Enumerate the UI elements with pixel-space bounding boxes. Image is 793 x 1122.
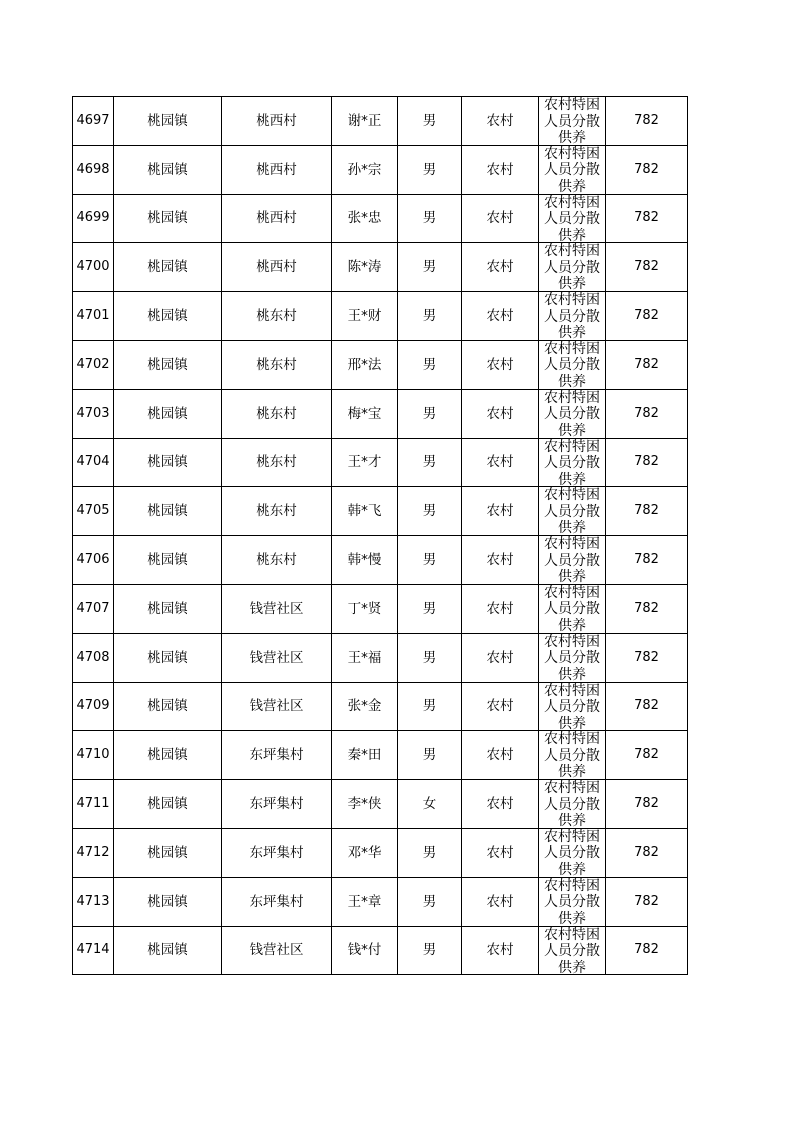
village-cell: 桃东村 <box>222 389 332 438</box>
record-id-cell: 4708 <box>73 633 114 682</box>
support-type-line: 供养 <box>558 861 586 876</box>
support-type-line: 人员分散 <box>544 455 600 472</box>
village-cell: 桃东村 <box>222 438 332 487</box>
area-type-cell: 农村 <box>462 828 539 877</box>
support-type-line: 供养 <box>558 276 586 291</box>
support-type-line: 供养 <box>558 422 586 437</box>
support-type-text <box>539 780 605 827</box>
amount-cell: 782 <box>606 633 688 682</box>
record-id-cell: 4702 <box>73 340 114 389</box>
support-type-cell <box>539 438 606 487</box>
support-type-line: 农村特困 <box>544 243 600 260</box>
record-id-cell: 4707 <box>73 584 114 633</box>
support-type-line: 农村特困 <box>544 389 600 406</box>
support-type-line: 供养 <box>558 178 586 193</box>
town-cell: 桃园镇 <box>114 633 222 682</box>
town-cell: 桃园镇 <box>114 584 222 633</box>
support-type-text <box>539 634 605 681</box>
support-type-text <box>539 683 605 730</box>
support-type-line: 农村特困 <box>544 828 600 845</box>
village-cell: 东坪集村 <box>222 780 332 829</box>
area-type-cell: 农村 <box>462 438 539 487</box>
table-row <box>73 731 688 780</box>
gender-cell: 男 <box>398 389 462 438</box>
support-type-text <box>539 829 605 876</box>
table-body <box>73 97 688 975</box>
village-cell: 桃西村 <box>222 243 332 292</box>
support-type-line: 供养 <box>558 910 586 925</box>
record-id-cell: 4699 <box>73 194 114 243</box>
gender-cell: 男 <box>398 536 462 585</box>
gender-cell: 男 <box>398 97 462 146</box>
village-cell: 钱营社区 <box>222 633 332 682</box>
support-type-cell <box>539 633 606 682</box>
town-cell: 桃园镇 <box>114 97 222 146</box>
gender-cell: 女 <box>398 780 462 829</box>
person-name-cell: 韩*慢 <box>332 536 398 585</box>
support-type-line: 农村特困 <box>544 682 600 699</box>
table-row <box>73 536 688 585</box>
area-type-cell: 农村 <box>462 292 539 341</box>
support-type-text <box>539 585 605 632</box>
support-type-line: 供养 <box>558 373 586 388</box>
support-type-text <box>539 536 605 583</box>
support-type-line: 农村特困 <box>544 145 600 162</box>
support-type-cell <box>539 536 606 585</box>
support-type-line: 农村特困 <box>544 780 600 797</box>
village-cell: 东坪集村 <box>222 731 332 780</box>
support-type-text <box>539 195 605 242</box>
gender-cell: 男 <box>398 682 462 731</box>
table-row <box>73 389 688 438</box>
support-type-line: 人员分散 <box>544 259 600 276</box>
person-name-cell: 王*才 <box>332 438 398 487</box>
person-name-cell: 邓*华 <box>332 828 398 877</box>
table-row <box>73 340 688 389</box>
village-cell: 钱营社区 <box>222 926 332 975</box>
amount-cell: 782 <box>606 97 688 146</box>
person-name-cell: 王*福 <box>332 633 398 682</box>
area-type-cell: 农村 <box>462 243 539 292</box>
support-type-text <box>539 390 605 437</box>
gender-cell: 男 <box>398 731 462 780</box>
person-name-cell: 梅*宝 <box>332 389 398 438</box>
support-type-text <box>539 731 605 778</box>
support-type-line: 供养 <box>558 959 586 974</box>
area-type-cell: 农村 <box>462 145 539 194</box>
support-type-line: 供养 <box>558 813 586 828</box>
support-type-line: 农村特困 <box>544 292 600 309</box>
record-id-cell: 4697 <box>73 97 114 146</box>
support-type-line: 人员分散 <box>544 552 600 569</box>
town-cell: 桃园镇 <box>114 145 222 194</box>
village-cell: 桃东村 <box>222 487 332 536</box>
support-type-line: 供养 <box>558 666 586 681</box>
support-type-line: 农村特困 <box>544 97 600 113</box>
village-cell: 桃西村 <box>222 145 332 194</box>
record-id-cell: 4711 <box>73 780 114 829</box>
gender-cell: 男 <box>398 145 462 194</box>
support-type-cell <box>539 780 606 829</box>
support-type-line: 人员分散 <box>544 747 600 764</box>
amount-cell: 782 <box>606 682 688 731</box>
record-id-cell: 4703 <box>73 389 114 438</box>
person-name-cell: 张*忠 <box>332 194 398 243</box>
support-type-line: 供养 <box>558 130 586 144</box>
amount-cell: 782 <box>606 877 688 926</box>
support-type-text <box>539 146 605 193</box>
support-type-line: 人员分散 <box>544 796 600 813</box>
support-type-line: 人员分散 <box>544 113 600 130</box>
village-cell: 桃东村 <box>222 340 332 389</box>
support-type-cell <box>539 828 606 877</box>
amount-cell: 782 <box>606 731 688 780</box>
amount-cell: 782 <box>606 292 688 341</box>
support-type-cell <box>539 194 606 243</box>
person-name-cell: 王*财 <box>332 292 398 341</box>
town-cell: 桃园镇 <box>114 194 222 243</box>
support-type-line: 供养 <box>558 617 586 632</box>
area-type-cell: 农村 <box>462 487 539 536</box>
support-type-cell <box>539 340 606 389</box>
gender-cell: 男 <box>398 487 462 536</box>
support-type-line: 人员分散 <box>544 503 600 520</box>
record-id-cell: 4706 <box>73 536 114 585</box>
gender-cell: 男 <box>398 194 462 243</box>
record-id-cell: 4712 <box>73 828 114 877</box>
record-id-cell: 4714 <box>73 926 114 975</box>
table-row <box>73 243 688 292</box>
support-type-line: 人员分散 <box>544 894 600 911</box>
support-type-line: 供养 <box>558 520 586 535</box>
town-cell: 桃园镇 <box>114 877 222 926</box>
amount-cell: 782 <box>606 584 688 633</box>
town-cell: 桃园镇 <box>114 731 222 780</box>
village-cell: 桃东村 <box>222 292 332 341</box>
gender-cell: 男 <box>398 243 462 292</box>
area-type-cell: 农村 <box>462 926 539 975</box>
support-type-line: 供养 <box>558 227 586 242</box>
support-type-line: 人员分散 <box>544 162 600 179</box>
support-type-cell <box>539 487 606 536</box>
support-type-line: 农村特困 <box>544 194 600 211</box>
amount-cell: 782 <box>606 926 688 975</box>
town-cell: 桃园镇 <box>114 243 222 292</box>
record-id-cell: 4709 <box>73 682 114 731</box>
village-cell: 钱营社区 <box>222 584 332 633</box>
person-name-cell: 韩*飞 <box>332 487 398 536</box>
amount-cell: 782 <box>606 487 688 536</box>
gender-cell: 男 <box>398 584 462 633</box>
support-type-line: 供养 <box>558 715 586 730</box>
support-type-line: 人员分散 <box>544 845 600 862</box>
support-type-text <box>539 292 605 339</box>
table-row <box>73 438 688 487</box>
person-name-cell: 谢*正 <box>332 97 398 146</box>
amount-cell: 782 <box>606 438 688 487</box>
support-type-line: 人员分散 <box>544 943 600 960</box>
record-id-cell: 4710 <box>73 731 114 780</box>
area-type-cell: 农村 <box>462 340 539 389</box>
record-id-cell: 4705 <box>73 487 114 536</box>
support-type-cell <box>539 243 606 292</box>
village-cell: 桃西村 <box>222 194 332 243</box>
gender-cell: 男 <box>398 926 462 975</box>
person-name-cell: 秦*田 <box>332 731 398 780</box>
area-type-cell: 农村 <box>462 97 539 146</box>
support-type-line: 人员分散 <box>544 601 600 618</box>
support-type-line: 农村特困 <box>544 877 600 894</box>
record-id-cell: 4701 <box>73 292 114 341</box>
area-type-cell: 农村 <box>462 194 539 243</box>
town-cell: 桃园镇 <box>114 926 222 975</box>
town-cell: 桃园镇 <box>114 438 222 487</box>
table-row <box>73 780 688 829</box>
support-type-cell <box>539 731 606 780</box>
amount-cell: 782 <box>606 389 688 438</box>
person-name-cell: 王*章 <box>332 877 398 926</box>
person-name-cell: 陈*涛 <box>332 243 398 292</box>
amount-cell: 782 <box>606 780 688 829</box>
gender-cell: 男 <box>398 828 462 877</box>
support-type-text <box>539 927 605 974</box>
support-type-line: 农村特困 <box>544 340 600 357</box>
person-name-cell: 张*金 <box>332 682 398 731</box>
support-type-text <box>539 341 605 388</box>
support-type-line: 农村特困 <box>544 438 600 455</box>
record-id-cell: 4698 <box>73 145 114 194</box>
support-type-cell <box>539 926 606 975</box>
village-cell: 桃西村 <box>222 97 332 146</box>
support-type-line: 农村特困 <box>544 584 600 601</box>
support-type-cell <box>539 682 606 731</box>
amount-cell: 782 <box>606 145 688 194</box>
support-type-line: 人员分散 <box>544 211 600 228</box>
village-cell: 钱营社区 <box>222 682 332 731</box>
town-cell: 桃园镇 <box>114 828 222 877</box>
support-type-text <box>539 97 605 144</box>
support-type-line: 供养 <box>558 325 586 340</box>
support-type-line: 供养 <box>558 471 586 486</box>
amount-cell: 782 <box>606 536 688 585</box>
support-type-cell <box>539 292 606 341</box>
support-type-line: 人员分散 <box>544 406 600 423</box>
support-type-cell <box>539 389 606 438</box>
gender-cell: 男 <box>398 877 462 926</box>
table-row <box>73 194 688 243</box>
record-id-cell: 4704 <box>73 438 114 487</box>
amount-cell: 782 <box>606 828 688 877</box>
town-cell: 桃园镇 <box>114 389 222 438</box>
support-type-line: 供养 <box>558 764 586 779</box>
gender-cell: 男 <box>398 340 462 389</box>
table-row <box>73 633 688 682</box>
table-row <box>73 828 688 877</box>
support-type-line: 人员分散 <box>544 308 600 325</box>
gender-cell: 男 <box>398 633 462 682</box>
table-row <box>73 292 688 341</box>
person-name-cell: 邢*法 <box>332 340 398 389</box>
area-type-cell: 农村 <box>462 682 539 731</box>
person-name-cell: 丁*贤 <box>332 584 398 633</box>
support-type-line: 供养 <box>558 569 586 584</box>
support-type-line: 农村特困 <box>544 633 600 650</box>
support-type-text <box>539 487 605 534</box>
support-type-cell <box>539 145 606 194</box>
support-type-line: 农村特困 <box>544 926 600 943</box>
support-type-text <box>539 243 605 290</box>
table-row <box>73 926 688 975</box>
support-type-cell <box>539 97 606 146</box>
record-id-cell: 4713 <box>73 877 114 926</box>
person-name-cell: 孙*宗 <box>332 145 398 194</box>
amount-cell: 782 <box>606 243 688 292</box>
amount-cell: 782 <box>606 340 688 389</box>
support-type-line: 人员分散 <box>544 357 600 374</box>
support-type-line: 农村特困 <box>544 487 600 504</box>
support-type-text <box>539 878 605 925</box>
village-cell: 东坪集村 <box>222 828 332 877</box>
support-type-line: 人员分散 <box>544 699 600 716</box>
table-row <box>73 584 688 633</box>
town-cell: 桃园镇 <box>114 292 222 341</box>
village-cell: 桃东村 <box>222 536 332 585</box>
support-type-cell <box>539 877 606 926</box>
town-cell: 桃园镇 <box>114 780 222 829</box>
area-type-cell: 农村 <box>462 584 539 633</box>
table-row <box>73 145 688 194</box>
gender-cell: 男 <box>398 292 462 341</box>
area-type-cell: 农村 <box>462 731 539 780</box>
town-cell: 桃园镇 <box>114 536 222 585</box>
gender-cell: 男 <box>398 438 462 487</box>
area-type-cell: 农村 <box>462 536 539 585</box>
area-type-cell: 农村 <box>462 389 539 438</box>
town-cell: 桃园镇 <box>114 487 222 536</box>
area-type-cell: 农村 <box>462 780 539 829</box>
amount-cell: 782 <box>606 194 688 243</box>
table-row <box>73 682 688 731</box>
table-row <box>73 97 688 146</box>
table-row <box>73 487 688 536</box>
town-cell: 桃园镇 <box>114 340 222 389</box>
support-type-text <box>539 439 605 486</box>
area-type-cell: 农村 <box>462 877 539 926</box>
data-table <box>72 96 688 975</box>
support-type-line: 人员分散 <box>544 650 600 667</box>
support-type-cell <box>539 584 606 633</box>
support-type-line: 农村特困 <box>544 536 600 553</box>
person-name-cell: 李*侠 <box>332 780 398 829</box>
village-cell: 东坪集村 <box>222 877 332 926</box>
person-name-cell: 钱*付 <box>332 926 398 975</box>
record-id-cell: 4700 <box>73 243 114 292</box>
town-cell: 桃园镇 <box>114 682 222 731</box>
table-row <box>73 877 688 926</box>
area-type-cell: 农村 <box>462 633 539 682</box>
support-type-line: 农村特困 <box>544 731 600 748</box>
